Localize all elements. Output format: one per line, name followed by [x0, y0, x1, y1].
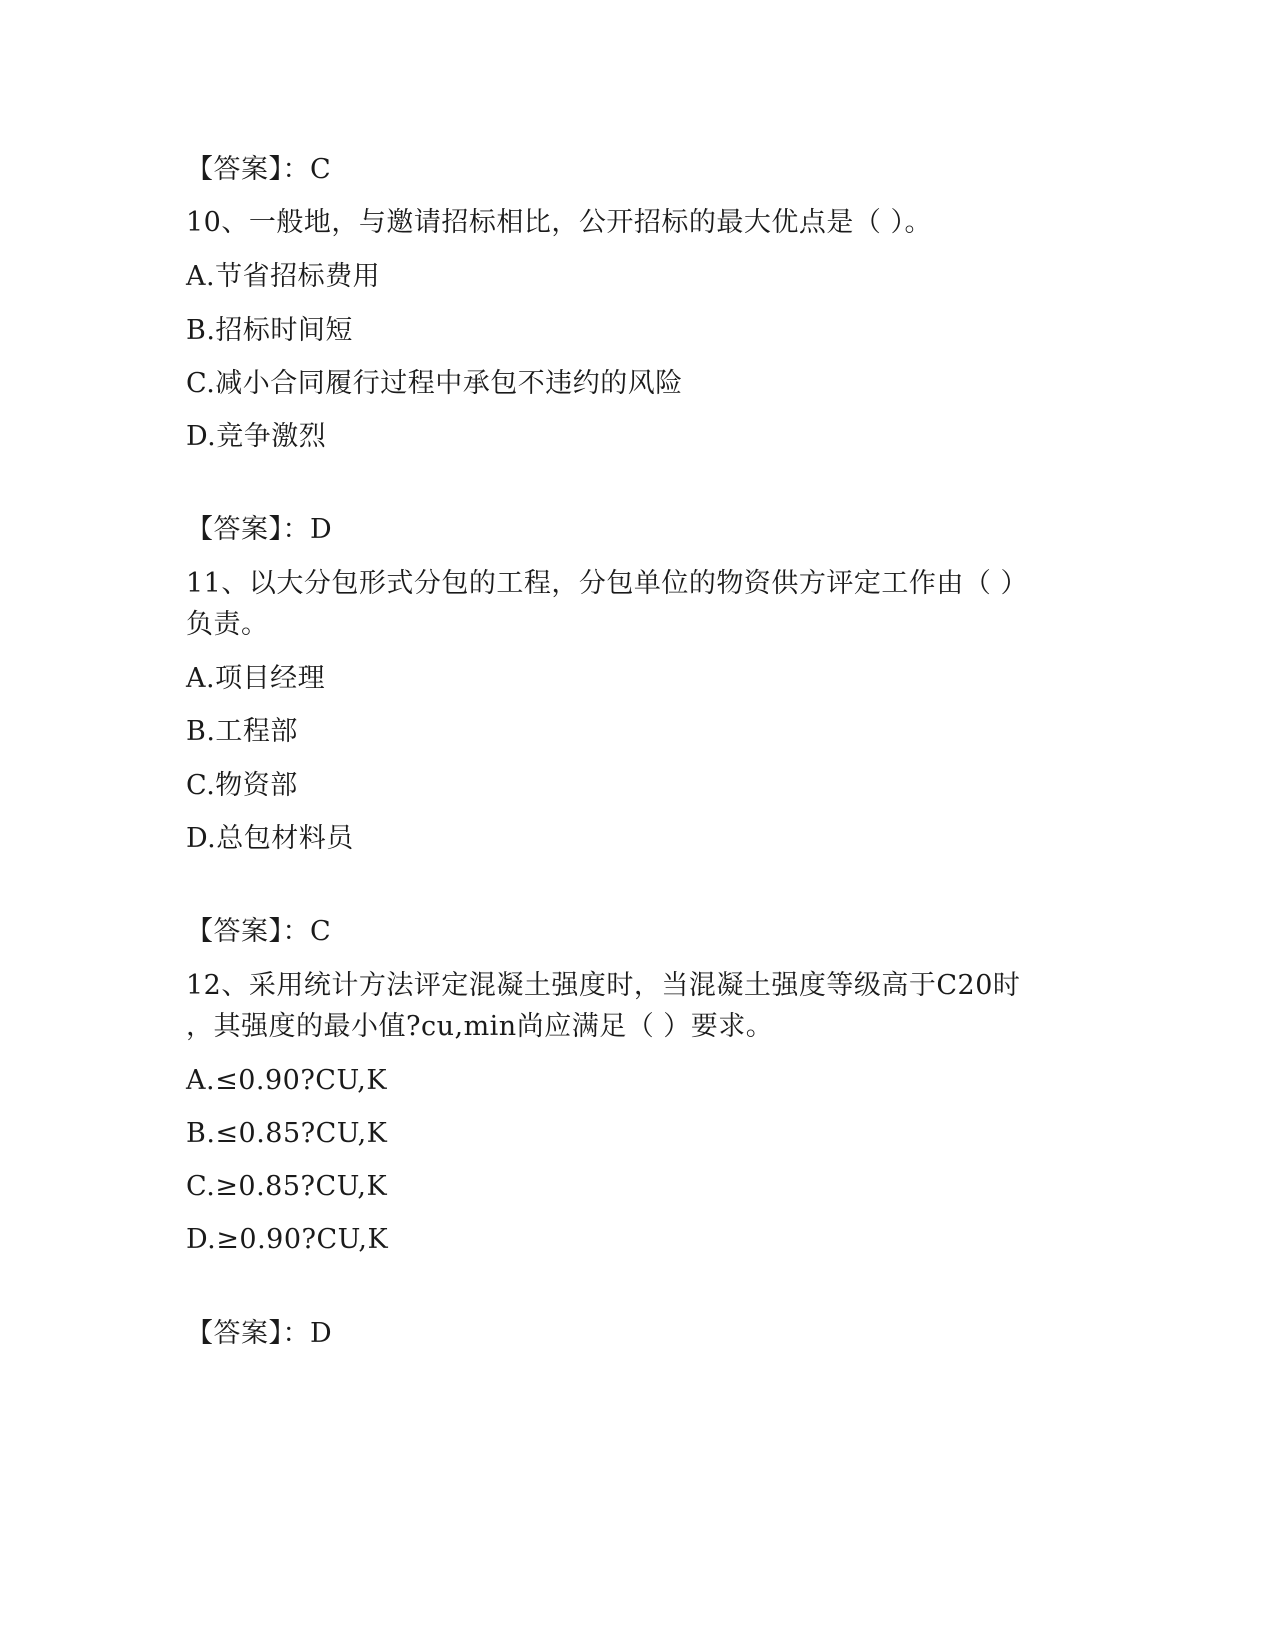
answer-label: 【答案】：D: [186, 514, 333, 545]
option-d: D.总包材料员: [186, 823, 354, 854]
option-b: B.≤0.85?CU,K: [186, 1118, 388, 1149]
option-a: A.≤0.90?CU,K: [186, 1065, 387, 1096]
option-d: D.≥0.90?CU,K: [186, 1224, 389, 1255]
question-text-cont: ，其强度的最小值?cu,min尚应满足（ ）要求。: [186, 1011, 774, 1042]
answer-label: 【答案】：D: [186, 1318, 333, 1349]
question-text: 11、以大分包形式分包的工程，分包单位的物资供方评定工作由（ ）: [186, 568, 1028, 599]
question-text-cont: 负责。: [186, 609, 269, 640]
option-a: A.节省招标费用: [186, 261, 381, 292]
question-text: 10、一般地，与邀请招标相比，公开招标的最大优点是（ ）。: [186, 207, 932, 238]
option-b: B.工程部: [186, 716, 298, 747]
option-a: A.项目经理: [186, 663, 326, 694]
answer-label: 【答案】：C: [186, 916, 332, 947]
answer-label: 【答案】：C: [186, 154, 332, 185]
question-text: 12、采用统计方法评定混凝土强度时，当混凝土强度等级高于C20时: [186, 970, 1021, 1001]
option-c: C.减小合同履行过程中承包不违约的风险: [186, 368, 683, 399]
option-b: B.招标时间短: [186, 315, 353, 346]
option-c: C.物资部: [186, 770, 298, 801]
option-d: D.竞争激烈: [186, 421, 327, 452]
option-c: C.≥0.85?CU,K: [186, 1171, 388, 1202]
